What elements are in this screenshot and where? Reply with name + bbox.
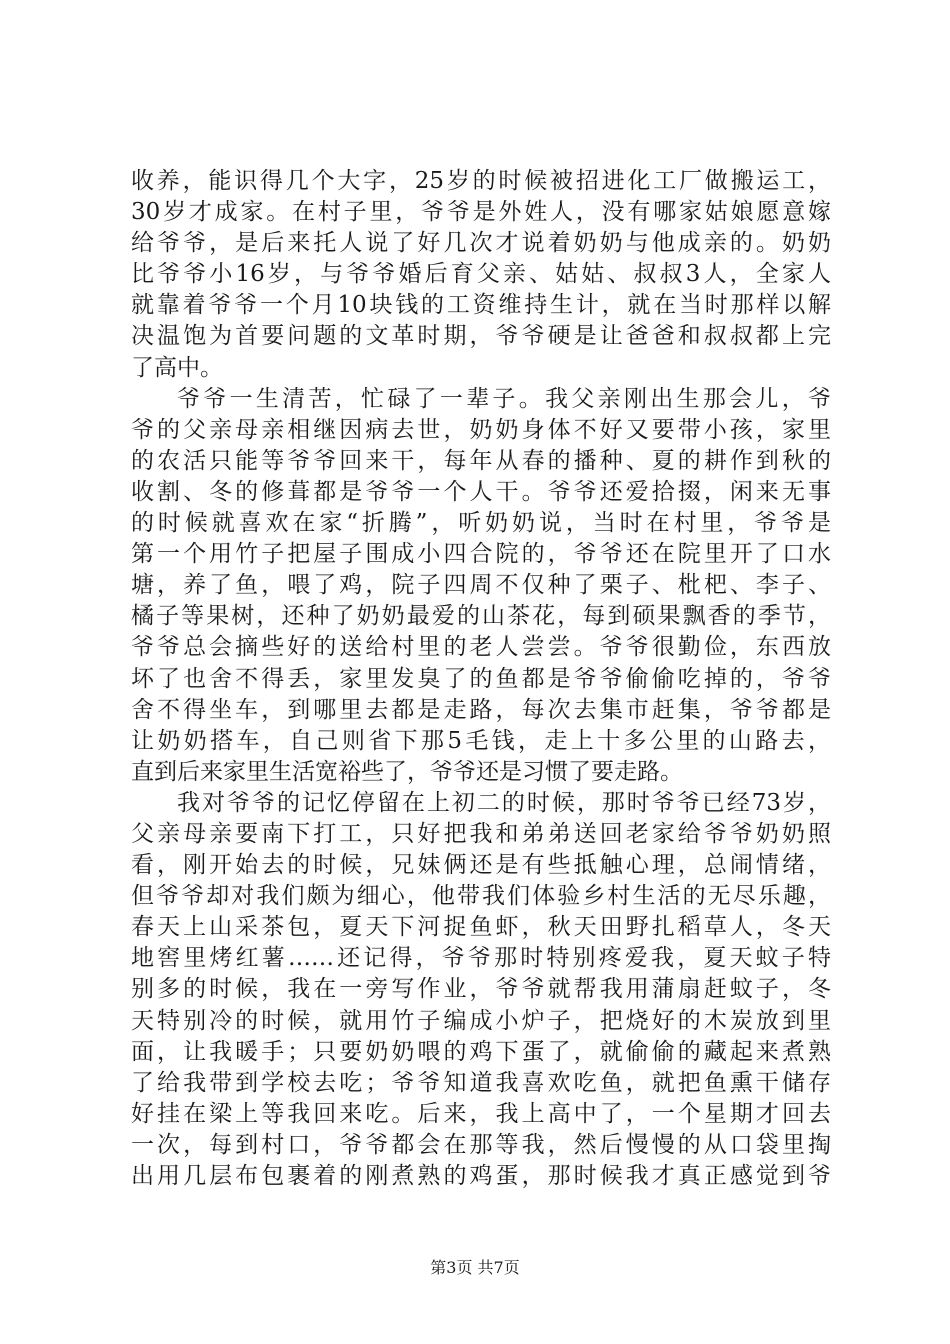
text-line: 收割、冬的修葺都是爷爷一个人干。爷爷还爱拾掇，闲来无事 [131, 478, 831, 505]
text-line: 比爷爷小16岁，与爷爷婚后育父亲、姑姑、叔叔3人，全家人 [131, 261, 831, 288]
text-line: 给爷爷，是后来托人说了好几次才说着奶奶与他成亲的。奶奶 [131, 230, 831, 257]
text-line: 决温饱为首要问题的文革时期，爷爷硬是让爸爸和叔叔都上完 [131, 323, 831, 350]
text-line: 收养，能识得几个大字，25岁的时候被招进化工厂做搬运工， [131, 168, 831, 194]
text-line: 的时候就喜欢在家“折腾”，听奶奶说，当时在村里，爷爷是 [131, 510, 831, 537]
text-line: 坏了也舍不得丢，家里发臭了的鱼都是爷爷偷偷吃掉的，爷爷 [131, 665, 831, 692]
text-line: 舍不得坐车，到哪里去都是走路，每次去集市赶集，爷爷都是 [131, 696, 831, 723]
text-line: 好挂在梁上等我回来吃。后来，我上高中了，一个星期才回去 [131, 1100, 831, 1127]
text-line: 30岁才成家。在村子里，爷爷是外姓人，没有哪家姑娘愿意嫁 [131, 199, 831, 226]
document-body [131, 166, 831, 1192]
text-line: 但爷爷却对我们颇为细心，他带我们体验乡村生活的无尽乐趣， [131, 883, 831, 910]
text-line: 就靠着爷爷一个月10块钱的工资维持生计，就在当时那样以解 [131, 292, 831, 319]
text-line: 面，让我暖手；只要奶奶喂的鸡下蛋了，就偷偷的藏起来煮熟 [131, 1038, 831, 1065]
text-line: 地窖里烤红薯……还记得，爷爷那时特别疼爱我，夏天蚊子特 [131, 945, 831, 972]
text-line: 让奶奶搭车，自己则省下那5毛钱，走上十多公里的山路去， [131, 727, 831, 754]
text-line: 爷的父亲母亲相继因病去世，奶奶身体不好又要带小孩，家里 [131, 416, 831, 443]
text-line: 看，刚开始去的时候，兄妹俩还是有些抵触心理，总闹情绪， [131, 852, 831, 879]
text-line: 天特别冷的时候，就用竹子编成小炉子，把烧好的木炭放到里 [131, 1007, 831, 1034]
text-line: 一次，每到村口，爷爷都会在那等我，然后慢慢的从口袋里掏 [131, 1131, 831, 1158]
text-line: 别多的时候，我在一旁写作业，爷爷就帮我用蒲扇赶蚊子，冬 [131, 976, 831, 1003]
text-line: 第一个用竹子把屋子围成小四合院的，爷爷还在院里开了口水 [131, 541, 831, 568]
text-line: 爷爷总会摘些好的送给村里的老人尝尝。爷爷很勤俭，东西放 [131, 634, 831, 661]
page-number-footer: 第3页 共7页 [430, 1258, 520, 1277]
text-line: 了给我带到学校去吃；爷爷知道我喜欢吃鱼，就把鱼熏干储存 [131, 1069, 831, 1096]
text-line: 的农活只能等爷爷回来干，每年从春的播种、夏的耕作到秋的 [131, 447, 831, 474]
text-line: 春天上山采茶包，夏天下河捉鱼虾，秋天田野扎稻草人，冬天 [131, 914, 831, 941]
text-line: 出用几层布包裹着的刚煮熟的鸡蛋，那时候我才真正感觉到爷 [131, 1163, 831, 1189]
text-line: 塘，养了鱼，喂了鸡，院子四周不仅种了栗子、枇杷、李子、 [131, 572, 831, 599]
paragraph-first-line: 爷爷一生清苦，忙碌了一辈子。我父亲刚出生那会儿，爷 [177, 385, 831, 412]
text-line: 了高中。 [131, 354, 223, 381]
paragraph-first-line: 我对爷爷的记忆停留在上初二的时候，那时爷爷已经73岁， [177, 789, 831, 816]
text-line: 橘子等果树，还种了奶奶最爱的山茶花，每到硕果飘香的季节， [131, 603, 831, 630]
text-line: 父亲母亲要南下打工，只好把我和弟弟送回老家给爷爷奶奶照 [131, 820, 831, 847]
text-line: 直到后来家里生活宽裕些了，爷爷还是习惯了要走路。 [131, 758, 683, 785]
